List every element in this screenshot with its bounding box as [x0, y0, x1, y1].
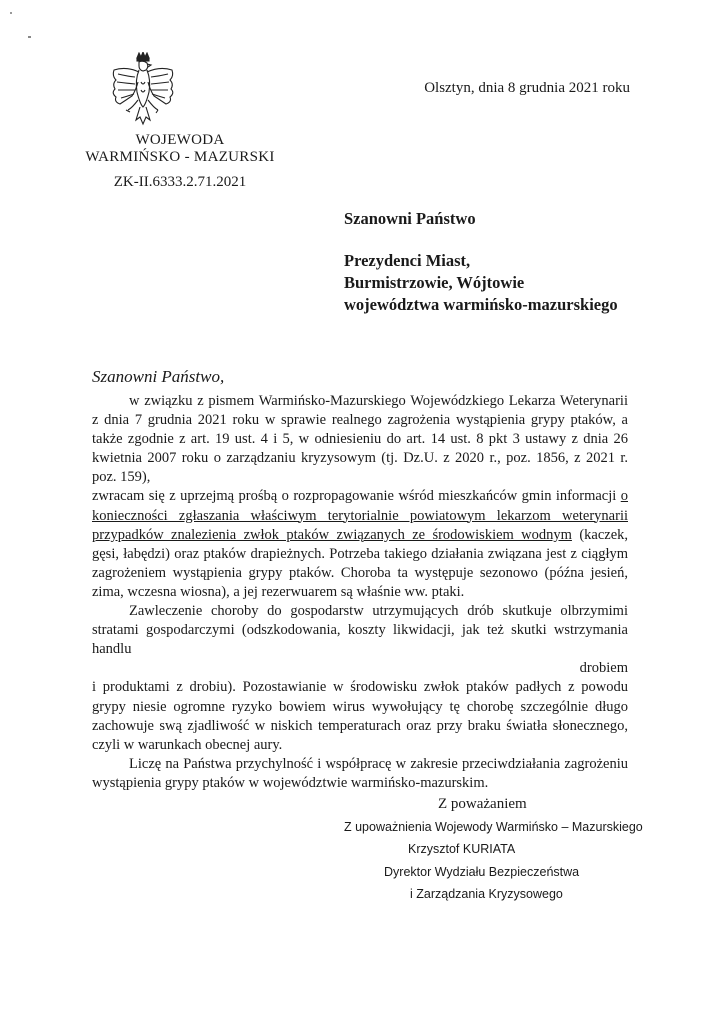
scan-speck	[10, 12, 12, 14]
signatory-name: Krzysztof KURIATA	[408, 842, 516, 856]
closing-regards: Z poważaniem	[438, 796, 527, 812]
consequences-word: drobiem	[579, 660, 628, 677]
letter-body	[92, 392, 628, 793]
consequences-text: Zawleczenie choroby do gospodarstw utrzymujących drób skutkuje olbrzymimi stratami gospodarczymi (odszkodowania, koszty likwidacji, jak też skutki wstrzymania handlu	[92, 603, 628, 658]
place-and-date: Olsztyn, dnia 8 grudnia 2021 roku	[424, 80, 630, 96]
consequences-text-cont: i produktami z drobiu). Pozostawianie w środowisku zwłok ptaków padłych z powodu grypy niesie ogromne ryzyko bowiem wirus wywołujący tę chorobę szczególnie długo zachowuje swą zjadliwość w niskich temperaturach oraz przy braku światła słonecznego, czyli w warunkach obecnej aury.	[92, 679, 628, 753]
recipients-greeting: Szanowni Państwo	[344, 209, 476, 228]
request-text: zwracam się z uprzejmą prośbą o rozpropagowanie wśród mieszkańców gmin informacji	[92, 488, 617, 505]
authorization-line: Z upoważnienia Wojewody Warmińsko – Mazurskiego	[344, 820, 643, 834]
recipients-block	[344, 208, 684, 316]
recipients-line: województwa warmińsko-mazurskiego	[344, 295, 618, 314]
letter-salutation: Szanowni Państwo,	[92, 367, 225, 386]
office-title: WOJEWODA	[135, 132, 225, 148]
scan-speck	[28, 36, 31, 38]
paragraph-appeal: Liczę na Państwa przychylność i współpracę w zakresie przeciwdziałania zagrożeniu wystąpienia grypy ptaków w województwie warmińsko-mazurskim.	[92, 755, 628, 791]
reference-number: ZK-II.6333.2.71.2021	[113, 174, 247, 190]
underlined-requirement: o konieczności zgłaszania właściwym terytorialnie powiatowym lekarzom weterynarii przypadków znalezienia zwłok ptaków związanych ze środowiskiem wodnym	[92, 488, 628, 543]
request-text-cont: (kaczek, gęsi, łabędzi) oraz ptaków drapieżnych. Potrzeba takiego działania związana jest z ciągłym zagrożeniem wystąpienia grypy ptaków. Choroba ta występuje sezonowo (późna jesień, zima, wczesna wiosna), a jej rezerwuarem są właśnie ww. ptaki.	[92, 526, 629, 600]
paragraph-consequences	[92, 602, 628, 755]
recipients-line: Burmistrzowie, Wójtowie	[344, 273, 525, 292]
signatory-department: i Zarządzania Kryzysowego	[410, 887, 563, 901]
paragraph-request	[92, 487, 628, 602]
office-region: WARMIŃSKO - MAZURSKI	[85, 149, 275, 165]
paragraph-context: w związku z pismem Warmińsko-Mazurskiego Wojewódzkiego Lekarza Weterynarii z dnia 7 grudnia 2021 roku w sprawie realnego zagrożenia wystąpienia grypy ptaków, a także zgodnie z art. 19 ust. 4 i 5, w odniesieniu do art. 14 ust. 8 pkt 3 ustawy z dnia 26 kwietnia 2007 roku o zarządzaniu kryzysowym (tj. Dz.U. z 2020 r., poz. 1856, z 2021 r. poz. 159),	[92, 393, 628, 486]
issuing-authority	[60, 132, 300, 166]
signatory-position: Dyrektor Wydziału Bezpieczeństwa	[384, 865, 580, 879]
recipients-line: Prezydenci Miast,	[344, 251, 471, 270]
white-eagle-emblem-icon	[108, 52, 178, 136]
